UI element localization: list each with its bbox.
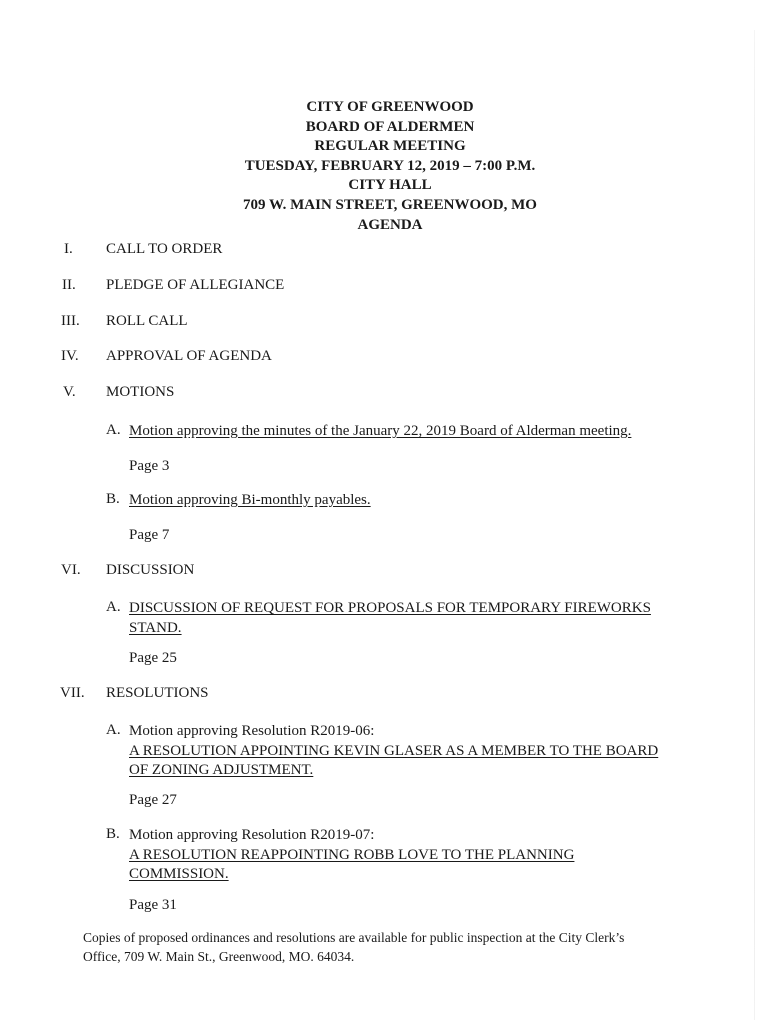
resolution-r2019-06 bbox=[129, 722, 658, 781]
agenda-header bbox=[160, 98, 620, 235]
resolution-title-link[interactable]: OF ZONING ADJUSTMENT. bbox=[129, 762, 314, 778]
item-letter: A. bbox=[106, 599, 121, 615]
section-title-roll-call: ROLL CALL bbox=[106, 313, 188, 329]
section-number: I. bbox=[64, 241, 73, 257]
header-agenda-title: AGENDA bbox=[357, 216, 423, 233]
section-number: VI. bbox=[61, 562, 81, 578]
motion-minutes-link[interactable]: Motion approving the minutes of the January 22, 2019 Board of Alderman meeting. bbox=[129, 423, 632, 439]
section-number: V. bbox=[63, 384, 76, 400]
section-title-call-to-order: CALL TO ORDER bbox=[106, 241, 223, 257]
page-reference: Page 27 bbox=[129, 792, 177, 808]
scan-edge-line bbox=[754, 30, 755, 1020]
page-reference: Page 3 bbox=[129, 458, 170, 474]
header-location: CITY HALL bbox=[348, 177, 432, 194]
section-number: VII. bbox=[60, 685, 85, 701]
header-meeting-type: REGULAR MEETING bbox=[314, 138, 466, 155]
motion-payables-link[interactable]: Motion approving Bi-monthly payables. bbox=[129, 492, 371, 508]
item-letter: A. bbox=[106, 422, 121, 438]
resolution-title-link[interactable]: COMMISSION. bbox=[129, 866, 229, 882]
header-address: 709 W. MAIN STREET, GREENWOOD, MO bbox=[243, 196, 537, 213]
item-letter: A. bbox=[106, 722, 121, 738]
discussion-line: DISCUSSION OF REQUEST FOR PROPOSALS FOR TEMPORARY FIREWORKS bbox=[129, 600, 651, 616]
page-reference: Page 7 bbox=[129, 527, 170, 543]
section-title-pledge: PLEDGE OF ALLEGIANCE bbox=[106, 277, 285, 293]
section-number: IV. bbox=[61, 348, 79, 364]
header-date-time: TUESDAY, FEBRUARY 12, 2019 – 7:00 P.M. bbox=[244, 157, 536, 174]
page-reference: Page 25 bbox=[129, 650, 177, 666]
footer-line: Copies of proposed ordinances and resolutions are available for public inspection at the City Clerk’s bbox=[83, 930, 625, 945]
section-title-discussion: DISCUSSION bbox=[106, 562, 195, 578]
item-letter: B. bbox=[106, 491, 120, 507]
resolution-intro: Motion approving Resolution R2019-07: bbox=[129, 827, 375, 843]
page-reference: Page 31 bbox=[129, 897, 177, 913]
resolution-title-link[interactable]: A RESOLUTION APPOINTING KEVIN GLASER AS A MEMBER TO THE BOARD bbox=[129, 742, 659, 759]
section-title-resolutions: RESOLUTIONS bbox=[106, 685, 209, 701]
discussion-fireworks-link[interactable] bbox=[129, 599, 651, 638]
section-title-approval-of-agenda: APPROVAL OF AGENDA bbox=[106, 348, 272, 364]
resolution-title-link[interactable]: A RESOLUTION REAPPOINTING ROBB LOVE TO THE PLANNING bbox=[129, 846, 575, 863]
header-board: BOARD OF ALDERMEN bbox=[305, 118, 475, 135]
discussion-line: STAND. bbox=[129, 619, 182, 636]
item-letter: B. bbox=[106, 826, 120, 842]
section-number: III. bbox=[61, 313, 80, 329]
footer-line: Office, 709 W. Main St., Greenwood, MO. 64034. bbox=[83, 948, 355, 964]
header-city: CITY OF GREENWOOD bbox=[306, 99, 474, 115]
resolution-intro: Motion approving Resolution R2019-06: bbox=[129, 723, 375, 739]
section-number: II. bbox=[62, 277, 76, 293]
resolution-r2019-07 bbox=[129, 826, 574, 885]
section-title-motions: MOTIONS bbox=[106, 384, 175, 400]
footer-note bbox=[83, 929, 703, 966]
